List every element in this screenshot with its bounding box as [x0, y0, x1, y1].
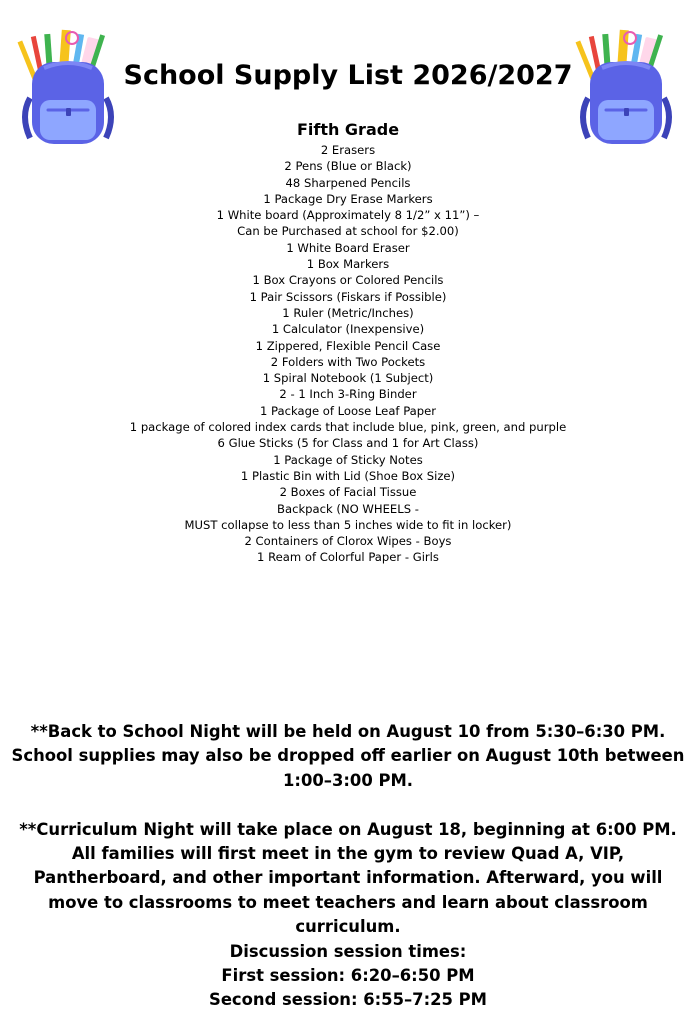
event-notes	[8, 720, 688, 1013]
list-item: 1 Calculator (Inexpensive)	[271, 322, 425, 337]
list-item: 1 Box Markers	[306, 257, 390, 272]
list-item: 1 White Board Eraser	[286, 240, 410, 255]
list-item: 2 Containers of Clorox Wipes - Boys	[244, 534, 452, 549]
list-item: 2 Boxes of Facial Tissue	[279, 485, 417, 500]
curriculum-night-note: **Curriculum Night will take place on August 18, beginning at 6:00 PM. All families will first meet in the gym to review Quad A, VIP, Pantherboard, and other important information. Afterward, you will move to classrooms to meet teachers and learn about classroom curriculum.	[19, 819, 677, 937]
list-item: 1 Pair Scissors (Fiskars if Possible)	[249, 289, 447, 304]
session-heading: Discussion session times:	[229, 941, 467, 961]
list-item: 1 Zippered, Flexible Pencil Case	[255, 338, 441, 353]
list-item: 1 White board (Approximately 8 1/2” x 11”) –	[216, 208, 480, 223]
list-item: 1 Spiral Notebook (1 Subject)	[262, 371, 434, 386]
grade-heading: Fifth Grade	[296, 120, 400, 139]
second-session-time: Second session: 6:55–7:25 PM	[209, 990, 487, 1010]
list-item: 48 Sharpened Pencils	[285, 175, 411, 190]
list-item: 1 package of colored index cards that include blue, pink, green, and purple	[129, 420, 567, 435]
list-item: 2 Erasers	[320, 143, 376, 157]
list-item: Backpack (NO WHEELS -	[277, 501, 419, 516]
list-item: 1 Ream of Colorful Paper - Girls	[257, 550, 439, 565]
list-item: 1 Package Dry Erase Markers	[263, 191, 433, 206]
list-item: 2 Pens (Blue or Black)	[284, 159, 412, 174]
list-item: 1 Ruler (Metric/Inches)	[282, 305, 414, 320]
list-item: 1 Package of Sticky Notes	[273, 452, 423, 467]
list-item: 1 Plastic Bin with Lid (Shoe Box Size)	[240, 468, 456, 483]
supply-list	[0, 142, 696, 566]
list-item: 2 Folders with Two Pockets	[270, 354, 426, 369]
list-item: Can be Purchased at school for $2.00)	[237, 224, 459, 239]
list-item: 2 - 1 Inch 3-Ring Binder	[279, 387, 417, 402]
back-to-school-note: **Back to School Night will be held on August 10 from 5:30–6:30 PM. School supplies may also be dropped off earlier on August 10th between 1:00–3:00 PM.	[11, 722, 685, 790]
page-title: School Supply List 2026/2027	[123, 60, 573, 91]
list-item: MUST collapse to less than 5 inches wide to fit in locker)	[184, 517, 512, 532]
list-item: 1 Box Crayons or Colored Pencils	[252, 273, 444, 288]
first-session-time: First session: 6:20–6:50 PM	[221, 966, 475, 986]
list-item: 6 Glue Sticks (5 for Class and 1 for Art Class)	[217, 436, 479, 451]
list-item: 1 Package of Loose Leaf Paper	[259, 403, 437, 418]
